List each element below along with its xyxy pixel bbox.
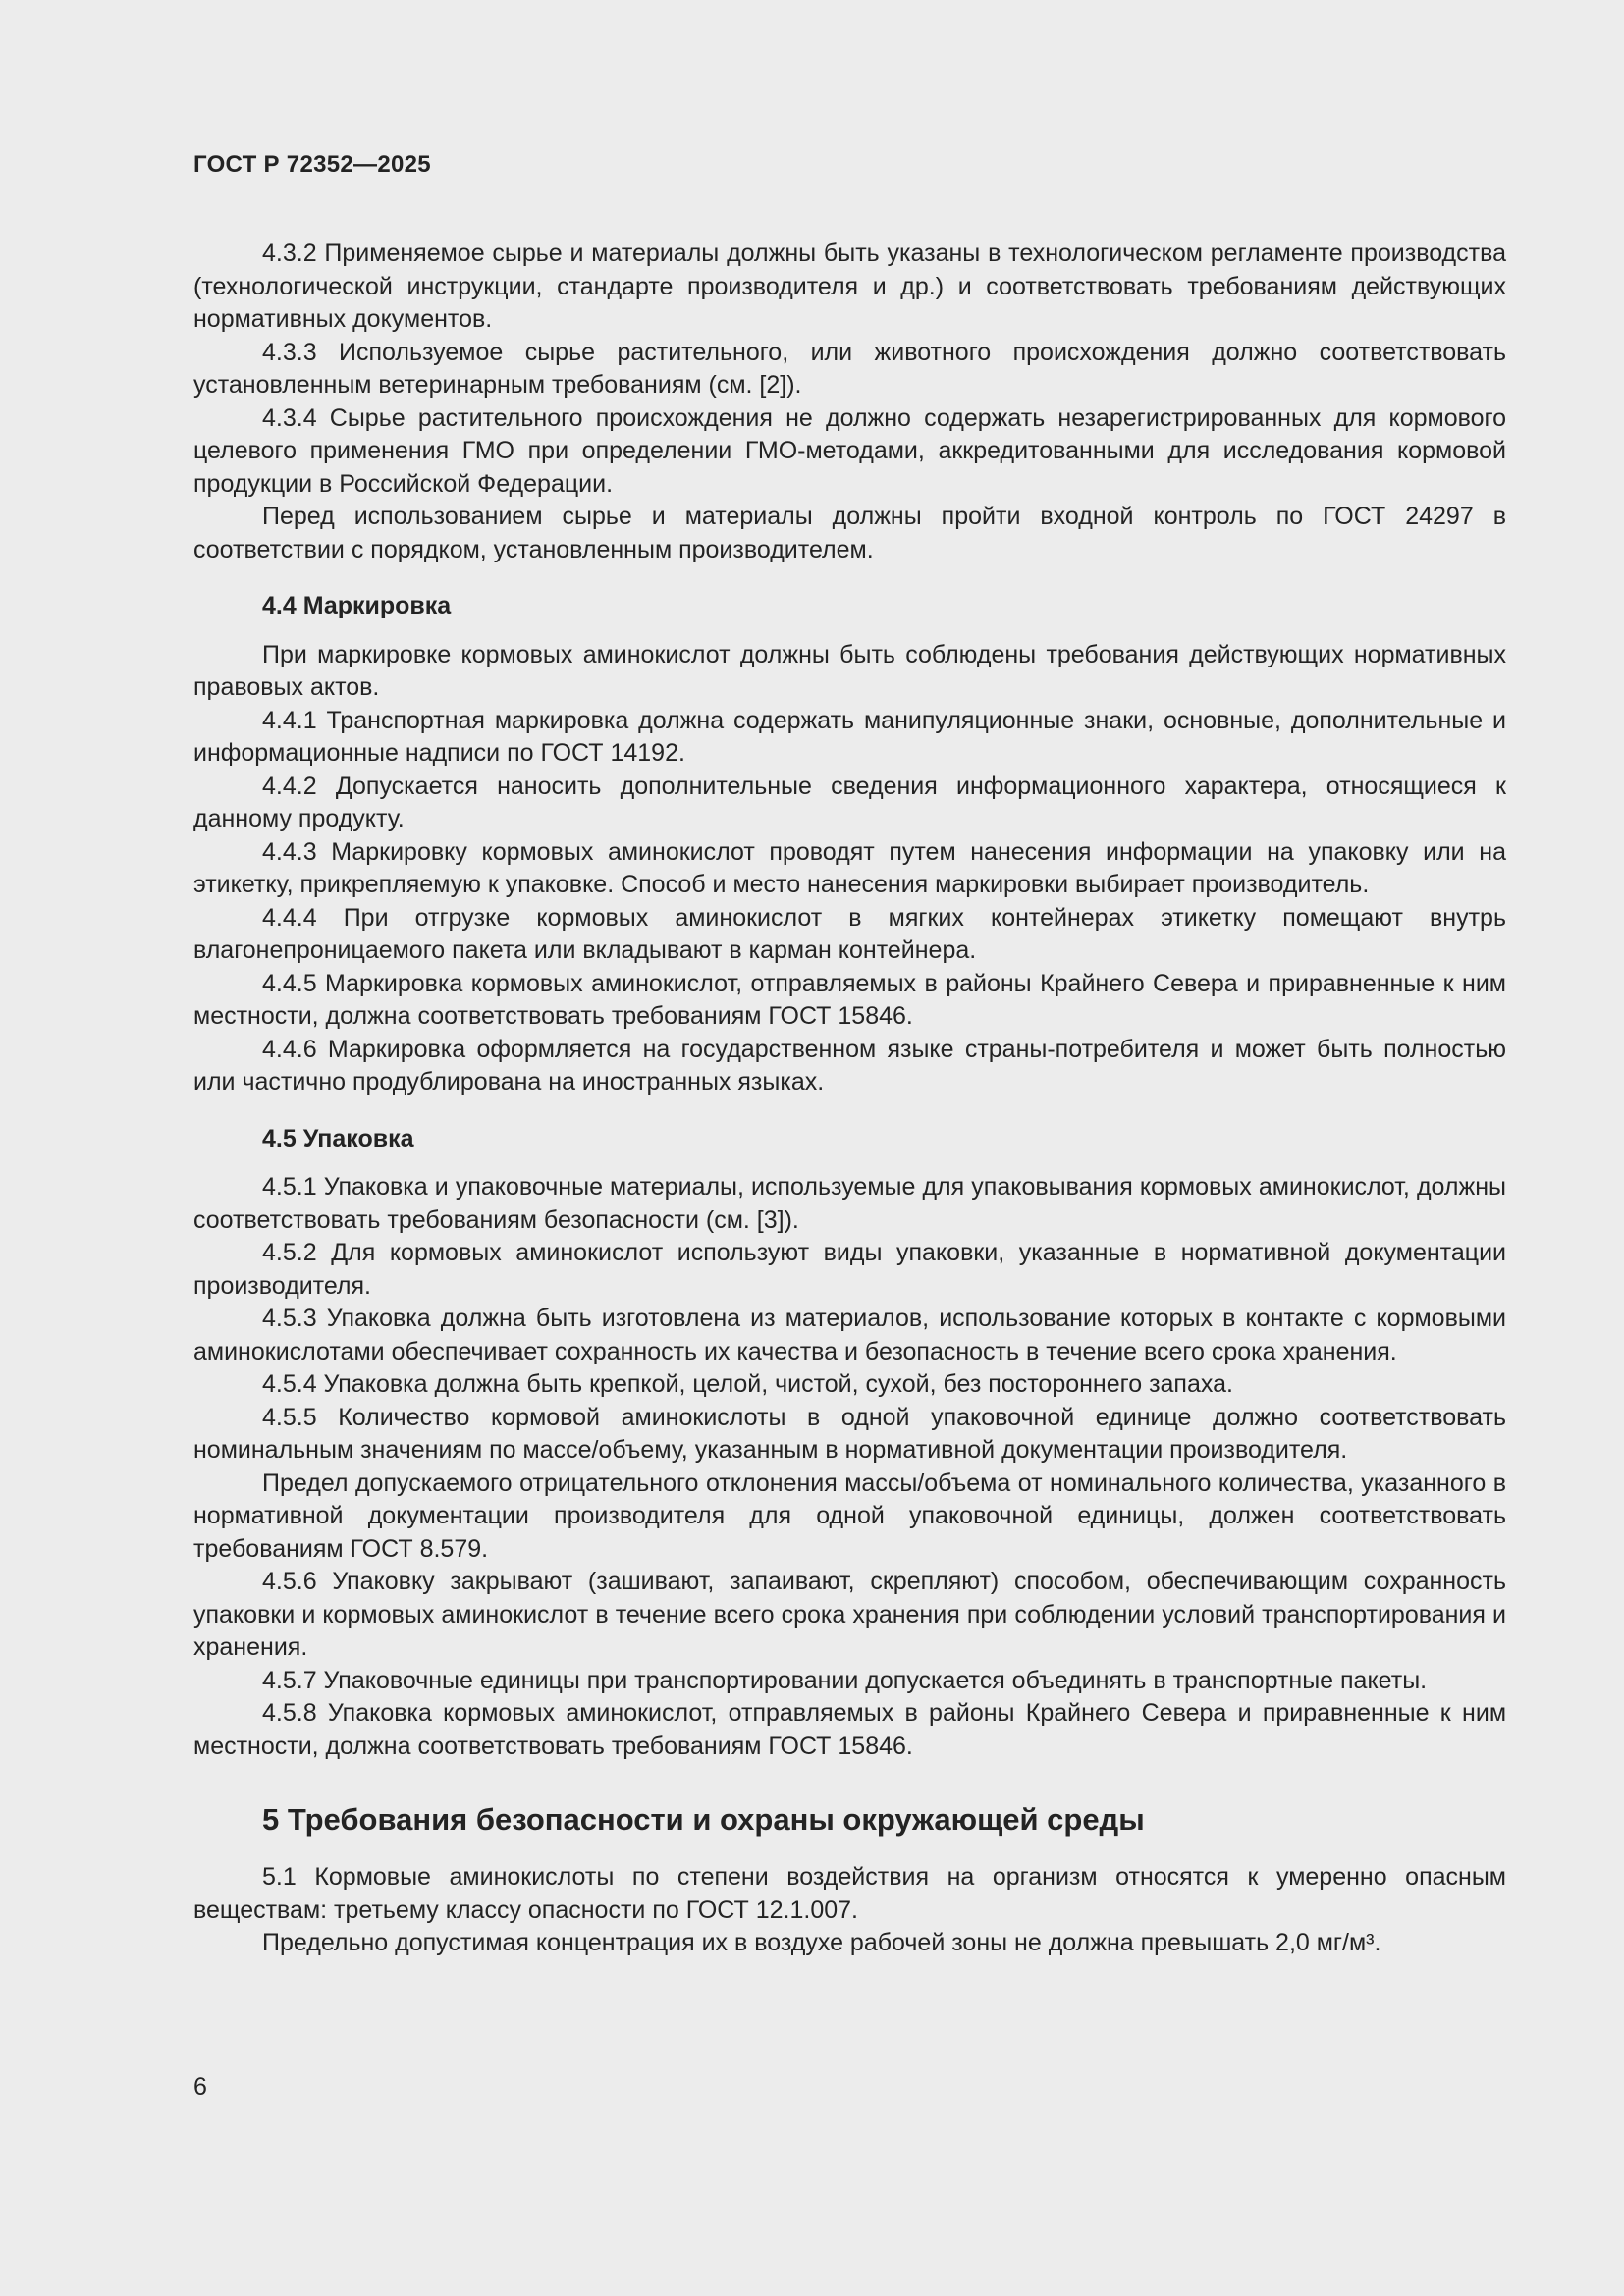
paragraph-4-4-3: 4.4.3 Маркировку кормовых аминокислот проводят путем нанесения информации на упаковку или на этикетку, прикрепляемую к упаковке. Способ и место нанесения маркировки выбирает производитель. — [193, 837, 1506, 898]
paragraph-5-1: 5.1 Кормовые аминокислоты по степени воздействия на организм относятся к умеренно опасным веществам: третьему классу опасности по ГОСТ 12.1.007. — [193, 1863, 1506, 1924]
paragraph-4-5-6: 4.5.6 Упаковку закрывают (зашивают, запаивают, скрепляют) способом, обеспечивающим сохранность упаковки и кормовых аминокислот в течение всего срока хранения при соблюдении условий транспортирования и хранения. — [193, 1568, 1506, 1661]
paragraph-4-5-7: 4.5.7 Упаковочные единицы при транспортировании допускается объединять в транспортные пакеты. — [262, 1666, 1428, 1694]
paragraph-4-3-2: 4.3.2 Применяемое сырье и материалы должны быть указаны в технологическом регламенте производства (технологической инструкции, стандарте производителя и др.) и соответствовать требованиям действующих нормативных документов. — [193, 240, 1506, 333]
paragraph-4-5-5: 4.5.5 Количество кормовой аминокислоты в одной упаковочной единице должно соответствовать номинальным значениям по массе/объему, указанным в нормативной документации производителя. — [193, 1403, 1506, 1464]
paragraph-deviation-limit: Предел допускаемого отрицательного отклонения массы/объема от номинального количества, указанного в нормативной документации производителя для одной упаковочной единицы, должен соответствовать требованиям ГОСТ 8.579. — [193, 1468, 1506, 1563]
paragraph-4-4-4: 4.4.4 При отгрузке кормовых аминокислот в мягких контейнерах этикетку помещают внутрь влагонепроницаемого пакета или вкладывают в карман контейнера. — [193, 903, 1506, 964]
paragraph-4-4-5: 4.4.5 Маркировка кормовых аминокислот, отправляемых в районы Крайнего Севера и приравненные к ним местности, должна соответствовать требованиям ГОСТ 15846. — [193, 969, 1506, 1030]
standard-header: ГОСТ Р 72352—2025 — [193, 151, 431, 178]
paragraph-4-5-8: 4.5.8 Упаковка кормовых аминокислот, отправляемых в районы Крайнего Севера и приравненные к ним местности, должна соответствовать требованиям ГОСТ 15846. — [193, 1699, 1506, 1760]
chapter-heading-5: 5 Требования безопасности и охраны окружающей среды — [262, 1802, 1145, 1837]
paragraph-4-5-3: 4.5.3 Упаковка должна быть изготовлена из материалов, использование которых в контакте с кормовыми аминокислотами обеспечивает сохранность их качества и безопасность в течение всего срока хранения. — [193, 1305, 1506, 1365]
paragraph-4-3-3: 4.3.3 Используемое сырье растительного, или животного происхождения должно соответствовать установленным ветеринарным требованиям (см. [2]). — [193, 338, 1506, 399]
section-heading-4-4: 4.4 Маркировка — [262, 592, 452, 619]
section-heading-4-5: 4.5 Упаковка — [262, 1124, 414, 1152]
paragraph-4-5-4: 4.5.4 Упаковка должна быть крепкой, целой, чистой, сухой, без постороннего запаха. — [262, 1370, 1233, 1398]
page-number: 6 — [193, 2073, 207, 2101]
paragraph-4-4-1: 4.4.1 Транспортная маркировка должна содержать манипуляционные знаки, основные, дополнительные и информационные надписи по ГОСТ 14192. — [193, 706, 1506, 767]
paragraph-4-5-2: 4.5.2 Для кормовых аминокислот используют виды упаковки, указанные в нормативной документации производителя. — [193, 1239, 1506, 1300]
paragraph-4-4-2: 4.4.2 Допускается наносить дополнительные сведения информационного характера, относящиеся к данному продукту. — [193, 772, 1506, 832]
paragraph-4-3-4: 4.3.4 Сырье растительного происхождения не должно содержать незарегистрированных для кормового целевого применения ГМО при определении ГМО-методами, аккредитованными для исследования кормовой продукции в Российской Федерации. — [193, 403, 1506, 498]
paragraph-concentration-limit: Предельно допустимая концентрация их в воздухе рабочей зоны не должна превышать 2,0 мг/м³. — [262, 1929, 1381, 1956]
paragraph-4-4-6: 4.4.6 Маркировка оформляется на государственном языке страны-потребителя и может быть полностью или частично продублирована на иностранных языках. — [193, 1035, 1506, 1095]
paragraph-incoming-control: Перед использованием сырье и материалы должны пройти входной контроль по ГОСТ 24297 в соответствии с порядком, установленным производителем. — [193, 503, 1506, 563]
paragraph-4-5-1: 4.5.1 Упаковка и упаковочные материалы, используемые для упаковывания кормовых аминокислот, должны соответствовать требованиям безопасности (см. [3]). — [193, 1173, 1506, 1234]
paragraph-4-4-intro: При маркировке кормовых аминокислот должны быть соблюдены требования действующих нормативных правовых актов. — [193, 640, 1506, 701]
